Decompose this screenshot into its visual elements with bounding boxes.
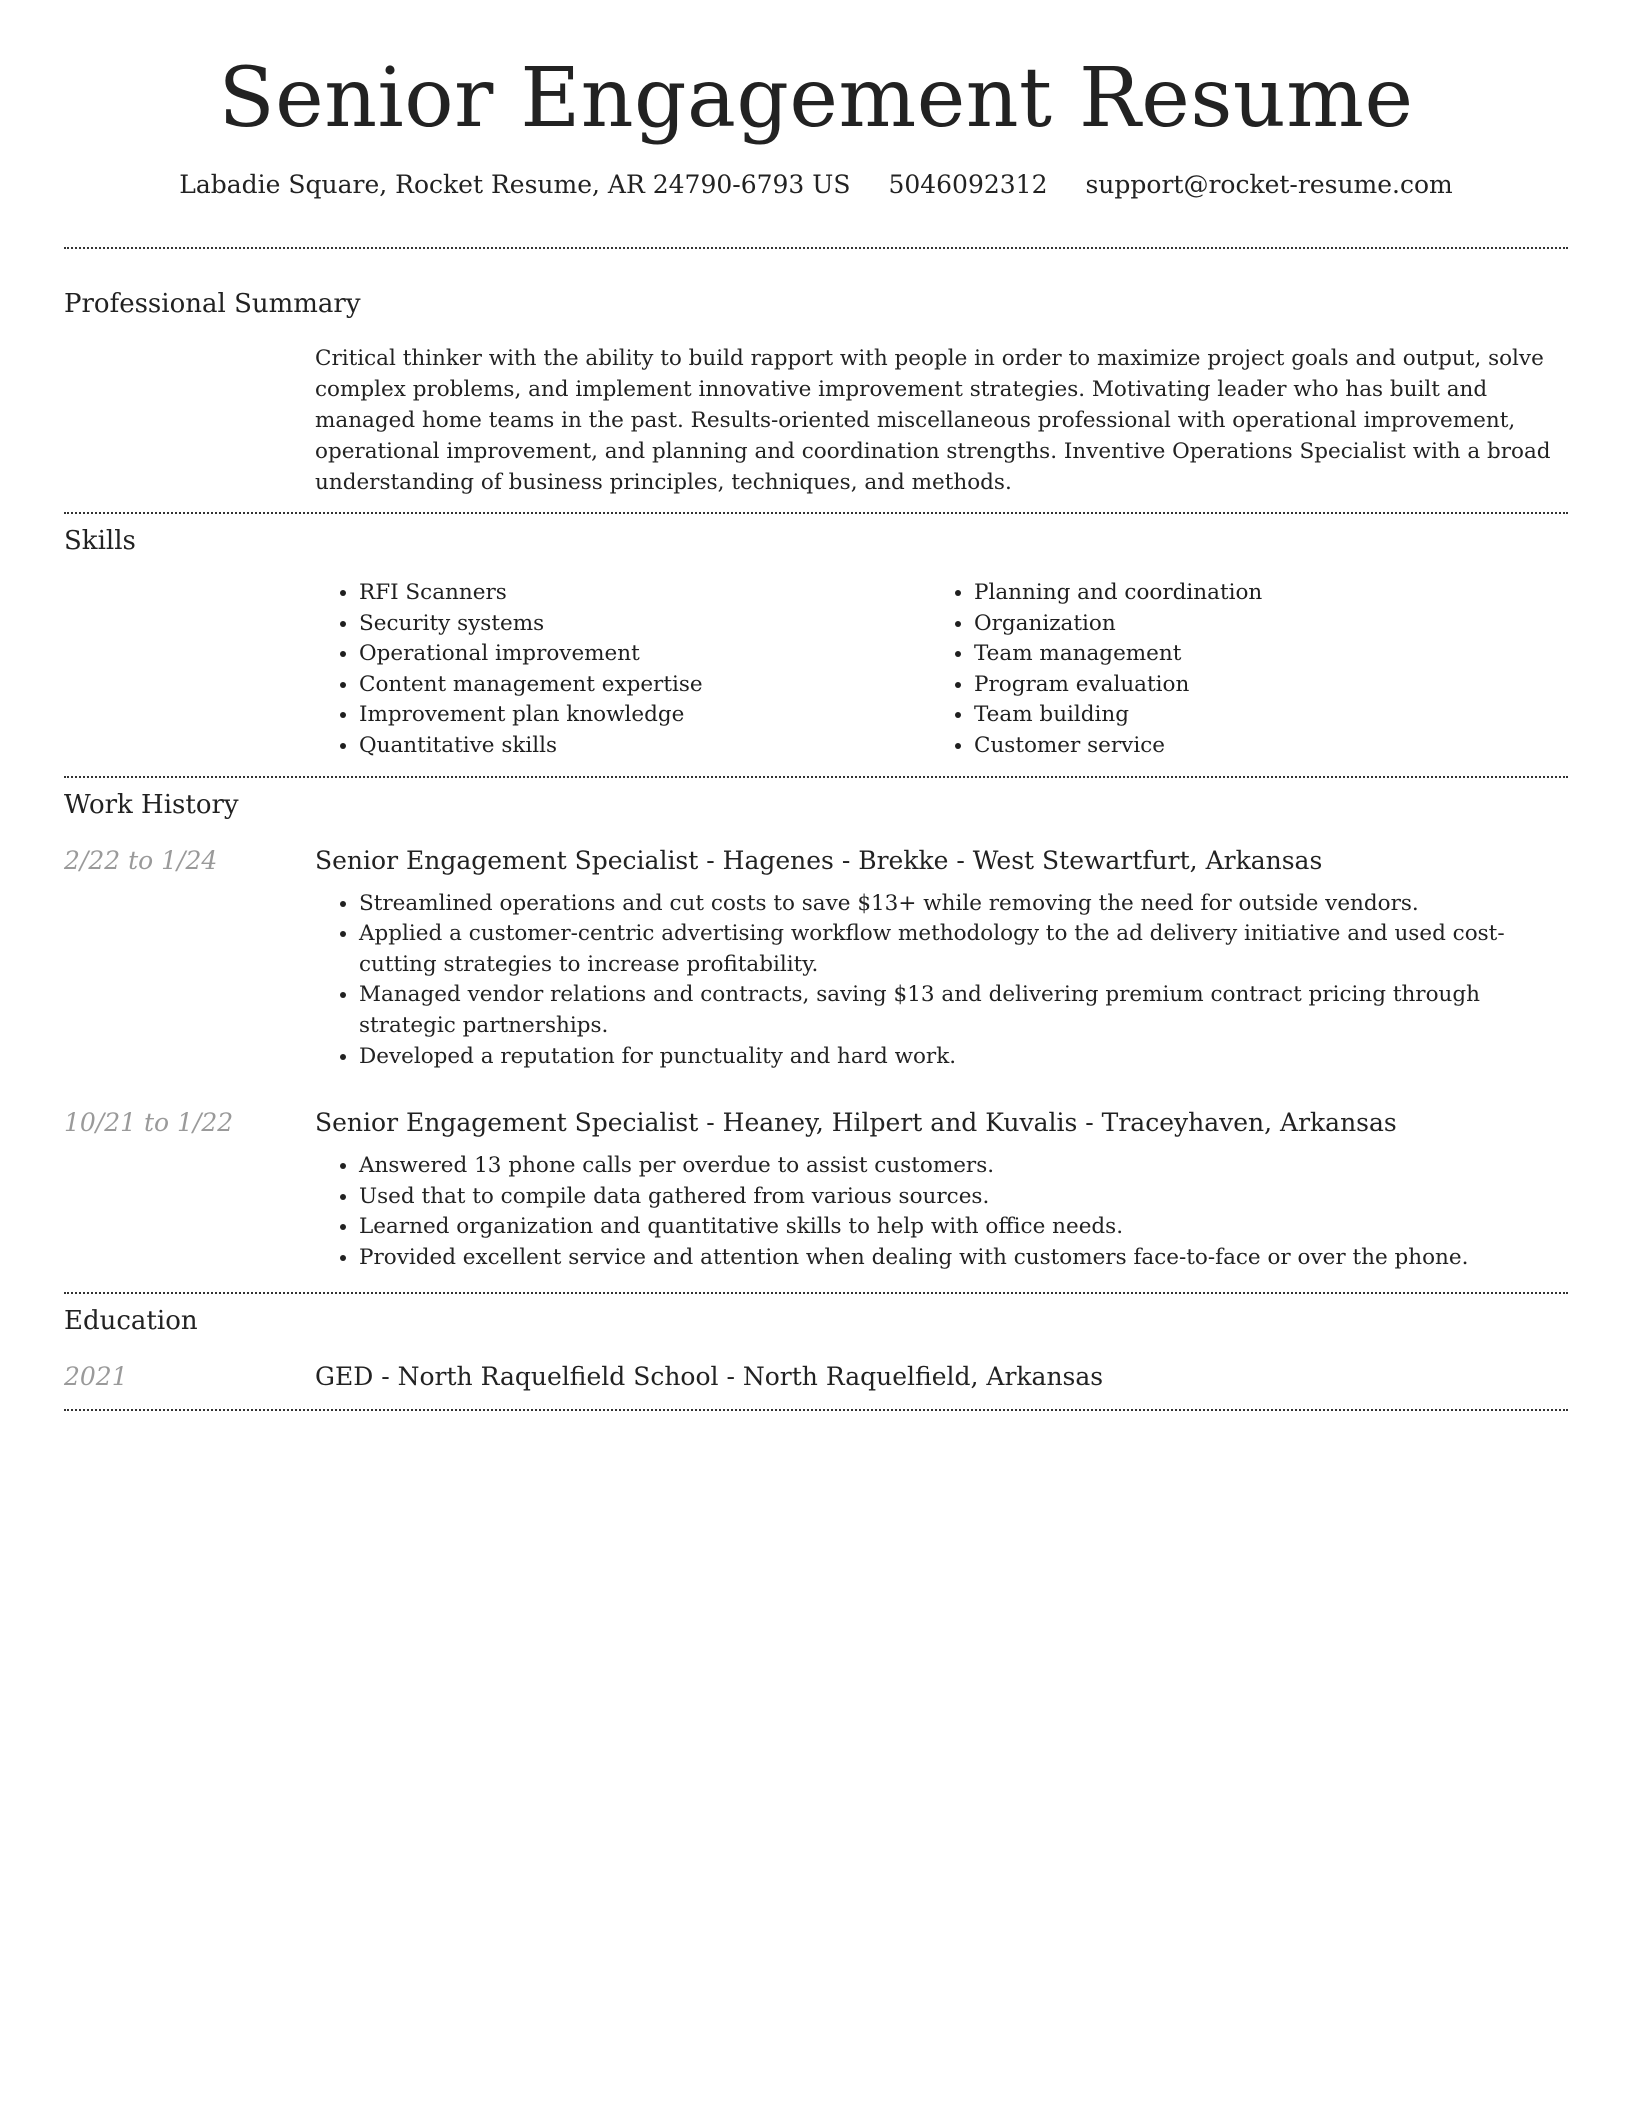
skills-column-left xyxy=(315,578,930,762)
job-bullet: • Applied a customer-centric advertising workflow methodology to the ad delivery initiative and used cost-cutting strategies to increase profitability. xyxy=(359,919,1568,980)
skill-item: • Security systems xyxy=(359,609,930,640)
job-bullet: • Learned organization and quantitative skills to help with office needs. xyxy=(359,1212,1568,1243)
skill-item: • Team building xyxy=(974,700,1530,731)
skill-item: • RFI Scanners xyxy=(359,578,930,609)
education-heading: Education xyxy=(64,1305,198,1336)
contact-line xyxy=(64,170,1568,199)
skills-heading: Skills xyxy=(64,526,136,556)
job-bullet: • Streamlined operations and cut costs to save $13+ while removing the need for outside vendors. xyxy=(359,889,1568,920)
skill-item: • Quantitative skills xyxy=(359,731,930,762)
skills-list xyxy=(315,578,1568,762)
job-title: Senior Engagement Specialist - Hagenes - Brekke - West Stewartfurt, Arkansas xyxy=(315,845,1323,875)
job-bullet: • Developed a reputation for punctuality and hard work. xyxy=(359,1042,1568,1073)
job-details xyxy=(315,846,1568,1073)
contact-address: Labadie Square, Rocket Resume, AR 24790-6793 US xyxy=(179,170,851,199)
summary-text: Critical thinker with the ability to build rapport with people in order to maximize project goals and output, solve complex problems, and implement innovative improvement strategies. Motivating leader who has built and managed home teams in the past. Results-oriented miscellaneous professional with operational improvement, operational improvement, and planning and coordination strengths. Inventive Operations Specialist with a broad understanding of business principles, techniques, and methods. xyxy=(315,346,1551,495)
contact-email: support@rocket-resume.com xyxy=(1085,170,1453,199)
job-bullet: • Managed vendor relations and contracts, saving $13 and delivering premium contract pricing through strategic partnerships. xyxy=(359,980,1568,1041)
job-bullets xyxy=(315,889,1568,1073)
divider xyxy=(64,512,1568,514)
job-bullet: • Answered 13 phone calls per overdue to assist customers. xyxy=(359,1151,1568,1182)
skills-column-right xyxy=(930,578,1530,762)
education-entry xyxy=(64,1362,1568,1391)
resume-page xyxy=(64,0,1568,1411)
job-entry xyxy=(64,846,1568,1073)
education-detail: GED - North Raquelfield School - North Raquelfield, Arkansas xyxy=(315,1361,1104,1391)
job-details xyxy=(315,1108,1568,1273)
divider xyxy=(64,247,1568,249)
skill-item: • Planning and coordination xyxy=(974,578,1530,609)
job-dates: 10/21 to 1/22 xyxy=(64,1108,234,1138)
skill-item: • Content management expertise xyxy=(359,670,930,701)
job-bullets xyxy=(315,1151,1568,1273)
skill-item: • Operational improvement xyxy=(359,639,930,670)
job-title: Senior Engagement Specialist - Heaney, Hilpert and Kuvalis - Traceyhaven, Arkansas xyxy=(315,1108,1397,1138)
job-entry xyxy=(64,1108,1568,1273)
skill-item: • Customer service xyxy=(974,731,1530,762)
contact-phone: 5046092312 xyxy=(888,170,1048,199)
education-year: 2021 xyxy=(64,1361,128,1391)
work-heading: Work History xyxy=(64,789,239,820)
resume-title: Senior Engagement Resume xyxy=(218,51,1414,146)
summary-heading: Professional Summary xyxy=(64,289,361,319)
job-bullet: • Provided excellent service and attention when dealing with customers face-to-face or over the phone. xyxy=(359,1243,1568,1274)
skill-item: • Organization xyxy=(974,609,1530,640)
job-dates: 2/22 to 1/24 xyxy=(64,845,218,875)
skill-item: • Team management xyxy=(974,639,1530,670)
divider xyxy=(64,776,1568,778)
job-bullet: • Used that to compile data gathered from various sources. xyxy=(359,1182,1568,1213)
divider xyxy=(64,1409,1568,1411)
skill-item: • Program evaluation xyxy=(974,670,1530,701)
skill-item: • Improvement plan knowledge xyxy=(359,700,930,731)
divider xyxy=(64,1292,1568,1294)
